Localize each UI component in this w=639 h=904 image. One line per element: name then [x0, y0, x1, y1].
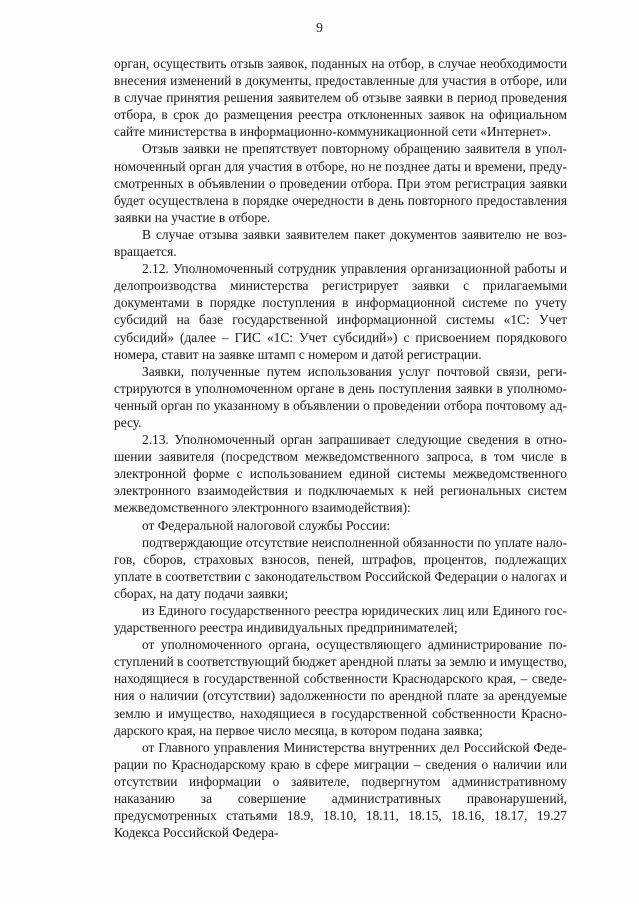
paragraph: орган, осуществить отзыв заявок, поданных на отбор, в случае необходимости внесения изменений в документы, предоставленные для участия в отборе, или в случае принятия решения заявителем об отзыве заявки в период проведения отбора, в срок до размещения реестра отклоненных заявок на официальном сайте министерства в информационно-коммуникационной сети «Интернет». — [114, 56, 567, 140]
list-item: от Федеральной налоговой службы России: — [142, 517, 391, 533]
list-item: от Главного управления Министерства внутренних дел Российской Федерации по Краснодарскому краю в сфере миграции – сведения о наличии или отсутствии информации о заявителе, подвергнутом административному наказанию за совершение административных правонарушений, предусмотренных статьями 18.9, 18.10, 18.11, 18.15, 18.16, 18.17, 19.27 Кодекса Российской Федера- — [114, 739, 567, 841]
page-number: 9 — [316, 20, 323, 35]
list-item: подтверждающие отсутствие неисполненной обязанности по уплате налогов, сборов, страховых взносов, пеней, штрафов, процентов, подлежащих уплате в соответствии с законодательством Российской Федерации о налогах и сборах, на дату подачи заявки; — [114, 534, 567, 601]
section-2-13-paragraph: 2.13. Уполномоченный орган запрашивает следующие сведения в отношении заявителя (посредством межведомственного запроса, в том числе в электронной форме с использованием единой системы межведомственного электронного взаимодействия и подключаемых к ней региональных систем межведомственного электронного взаимодействия): — [114, 432, 567, 516]
document-body — [114, 55, 567, 841]
paragraph: Заявки, полученные путем использования услуг почтовой связи, регистрируются в уполномоченном органе в день поступления заявки в уполномоченный орган по указанному в объявлении о проведении отбора почтовому адресу. — [114, 363, 567, 430]
paragraph: В случае отзыва заявки заявителем пакет документов заявителю не возвращается. — [114, 226, 567, 260]
list-item: из Единого государственного реестра юридических лиц или Единого государственного реестра индивидуальных предпринимателей; — [114, 603, 567, 636]
list-item: от уполномоченного органа, осуществляющего администрирование поступлений в соответствующий бюджет арендной платы за землю и имущество, находящиеся в государственной собственности Краснодарского края, – сведения о наличии (отсутствии) задолженности по арендной плате за арендуемые землю и имущество, находящиеся в государственной собственности Краснодарского края, на первое число месяца, в котором подана заявка; — [114, 637, 567, 738]
section-2-12-paragraph: 2.12. Уполномоченный сотрудник управления организационной работы и делопроизводства министерства регистрирует заявки с прилагаемыми документами в порядке поступления в информационной системе по учету субсидий на базе государственной информационной системы «1С: Учет субсидий» (далее – ГИС «1С: Учет субсидий») с присвоением порядкового номера, ставит на заявке штамп с номером и датой регистрации. — [114, 261, 567, 362]
paragraph: Отзыв заявки не препятствует повторному обращению заявителя в уполномоченный орган для участия в отборе, но не позднее даты и времени, предусмотренных в объявлении о проведении отбора. При этом регистрация заявки будет осуществлена в порядке очередности в день повторного предоставления заявки на участие в отборе. — [114, 141, 567, 225]
